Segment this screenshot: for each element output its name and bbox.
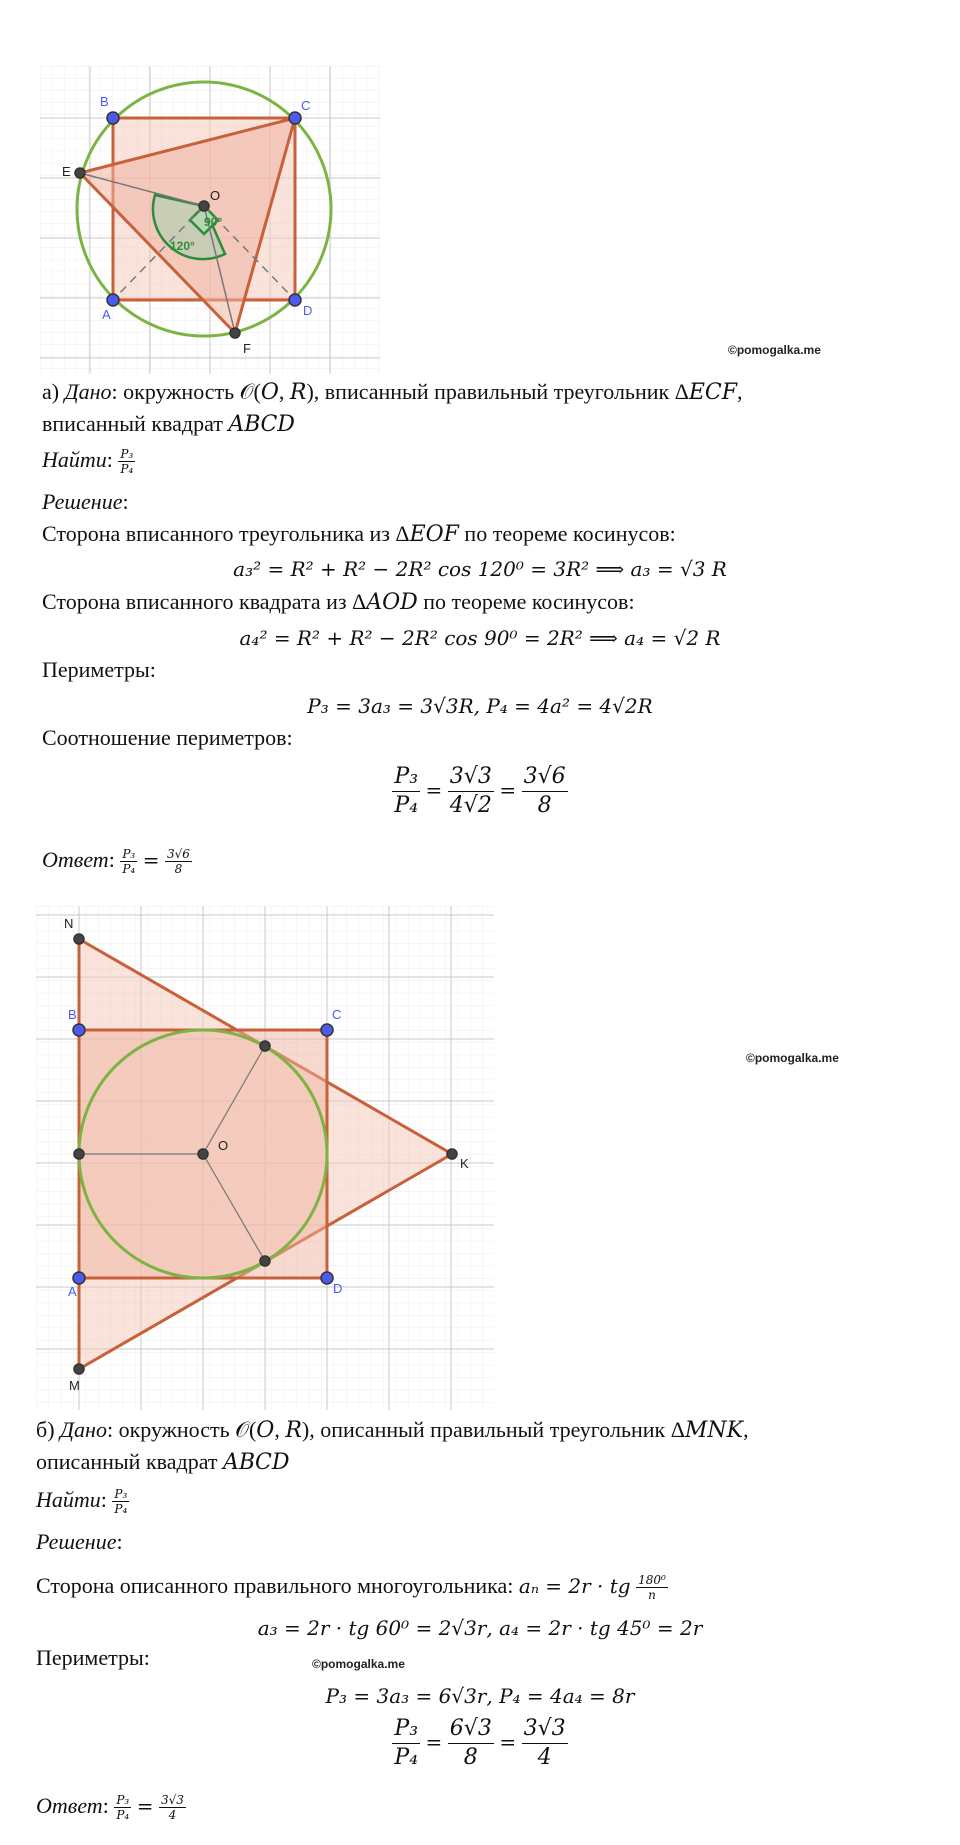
part-b-ratio: $\frac{\text{P₃}}{\text{P₄}}$ = $\frac{6√3}{8}$ = $\frac{3√3}{4}$ [394, 1716, 566, 1771]
part-a-solution: Решение: [42, 489, 129, 514]
angle-90-label: 90° [204, 215, 223, 229]
part-b-answer-rhs: $\frac{3√3}{4}$ [160, 1793, 184, 1823]
part-a-find-fraction: $\frac{\text{P₃}}{\text{P₄}}$ [120, 447, 134, 477]
part-b-find-fraction: $\frac{\text{P₃}}{\text{P₄}}$ [114, 1487, 128, 1517]
part-a-find: Найти: $\frac{\text{P₃}}{\text{P₄}}$ [42, 447, 134, 477]
label-c: C [301, 98, 311, 113]
part-b-answer: Ответ: $\frac{\text{P₃}}{\text{P₄}}$ = $\frac{3√3}{4}$ [36, 1793, 184, 1823]
part-b-given-text2: описанный квадрат 𝐴𝐵𝐶𝐷 [36, 1449, 290, 1474]
label-m: M [69, 1378, 80, 1393]
part-a-ratio-lhs: $\frac{\text{P₃}}{\text{P₄}}$ [394, 764, 419, 819]
part-a-given-text2: вписанный квадрат 𝐴𝐵𝐶𝐷 [42, 411, 295, 436]
part-b-ratio-mid: $\frac{6√3}{8}$ [449, 1716, 492, 1771]
part-b-ratio-lhs: $\frac{\text{P₃}}{\text{P₄}}$ [394, 1716, 419, 1771]
part-a-triangle-formula: 𝑎₃² = 𝑅² + 𝑅² − 2𝑅² cos 120⁰ = 3𝑅² ⟹ 𝑎₃ = √3 𝑅 [233, 557, 727, 581]
part-b-ratio-rhs: $\frac{3√3}{4}$ [523, 1716, 566, 1771]
label-o: O [210, 188, 221, 203]
part-b-answer-word: Ответ [36, 1793, 103, 1818]
part-a-answer-word: Ответ [42, 847, 109, 872]
part-a-given-word: Дано [64, 379, 112, 404]
label-d2: D [333, 1281, 343, 1296]
part-a-answer-rhs: $\frac{3√6}{8}$ [166, 847, 190, 877]
label-e: E [62, 164, 71, 179]
part-a-given-2 [42, 410, 960, 438]
label-b: B [100, 94, 109, 109]
part-b-side-formula: 𝑎ₙ = 2𝑟 · 𝑡𝑔 [518, 1574, 631, 1598]
part-a-given-text: : окружность 𝒪(𝑂, 𝑅), вписанный правильный треугольник Δ𝐸𝐶𝐹, [111, 379, 743, 404]
watermark-2: ©pomogalka.me [746, 1051, 839, 1065]
part-a-perimeters-word: Периметры: [42, 657, 156, 682]
part-b-solution-word: Решение [36, 1529, 117, 1554]
part-b-find-word: Найти [36, 1487, 101, 1512]
label-f: F [243, 341, 251, 356]
part-a-answer: Ответ: $\frac{\text{P₃}}{\text{P₄}}$ = $\frac{3√6}{8}$ [42, 847, 190, 877]
part-a-square-side-text: Сторона вписанного квадрата из Δ𝐴𝑂𝐷 по теореме косинусов: [42, 589, 635, 614]
part-b-side-fraction: $\frac{\text{180⁰}}{n}$ [638, 1573, 666, 1603]
part-b-given-word: Дано [60, 1417, 107, 1442]
part-b-sides-formula: 𝑎₃ = 2𝑟 · 𝑡𝑔 60⁰ = 2√3𝑟, 𝑎₄ = 2𝑟 · 𝑡𝑔 45⁰ = 2𝑟 [257, 1616, 703, 1640]
label-d: D [303, 303, 313, 318]
part-b-perimeters-word: Периметры: [36, 1645, 150, 1670]
watermark-1: ©pomogalka.me [728, 343, 821, 357]
part-a-find-word: Найти [42, 447, 107, 472]
label-k: K [460, 1156, 469, 1171]
label-a2: A [68, 1284, 77, 1299]
part-b-perimeters-formula: 𝑃₃ = 3𝑎₃ = 6√3𝑟, 𝑃₄ = 4𝑎₄ = 8𝑟 [325, 1684, 635, 1708]
part-a-given [42, 378, 960, 406]
part-b-prefix: б) [36, 1417, 61, 1442]
label-a: A [102, 307, 111, 322]
part-a-ratio-rhs: $\frac{3√6}{8}$ [523, 764, 566, 819]
part-a-ratio-mid: $\frac{3√3}{4√2}$ [449, 764, 492, 819]
part-a-ratio: $\frac{\text{P₃}}{\text{P₄}}$ = $\frac{3√3}{4√2}$ = $\frac{3√6}{8}$ [394, 764, 566, 819]
label-b2: B [68, 1007, 77, 1022]
label-o2: O [218, 1138, 229, 1153]
part-a-perimeters-formula: 𝑃₃ = 3𝑎₃ = 3√3𝑅, 𝑃₄ = 4𝑎² = 4√2𝑅 [307, 694, 653, 718]
angle-120-label: 120° [170, 239, 195, 253]
watermark-3: ©pomogalka.me [312, 1657, 405, 1671]
figure-inscribed-triangle-square [40, 66, 380, 374]
label-c2: C [332, 1007, 342, 1022]
part-a-triangle-side-text: Сторона вписанного треугольника из Δ𝐸𝑂𝐹 по теореме косинусов: [42, 521, 676, 546]
part-b-given-text: : окружность 𝒪(𝑂, 𝑅), описанный правильный треугольник Δ𝑀𝑁𝐾, [106, 1417, 749, 1442]
figure-circumscribed-triangle-square [36, 906, 494, 1410]
part-a-square-formula: 𝑎₄² = 𝑅² + 𝑅² − 2𝑅² cos 90⁰ = 2𝑅² ⟹ 𝑎₄ = √2 𝑅 [239, 626, 721, 650]
part-a-solution-word: Решение [42, 489, 123, 514]
part-a-ratio-text: Соотношение периметров: [42, 725, 293, 750]
part-b-find: Найти: $\frac{\text{P₃}}{\text{P₄}}$ [36, 1487, 128, 1517]
part-b-side-text: Сторона описанного правильного многоугольника: [36, 1573, 519, 1598]
part-a-answer-lhs: $\frac{\text{P₃}}{\text{P₄}}$ [122, 847, 136, 877]
part-b-given [36, 1416, 960, 1444]
part-b-answer-lhs: $\frac{\text{P₃}}{\text{P₄}}$ [116, 1793, 130, 1823]
part-b-solution: Решение: [36, 1529, 123, 1554]
part-b-given-2 [36, 1448, 960, 1476]
label-n: N [64, 916, 74, 931]
part-b-side [36, 1572, 960, 1602]
part-a-prefix: а) [42, 379, 65, 404]
